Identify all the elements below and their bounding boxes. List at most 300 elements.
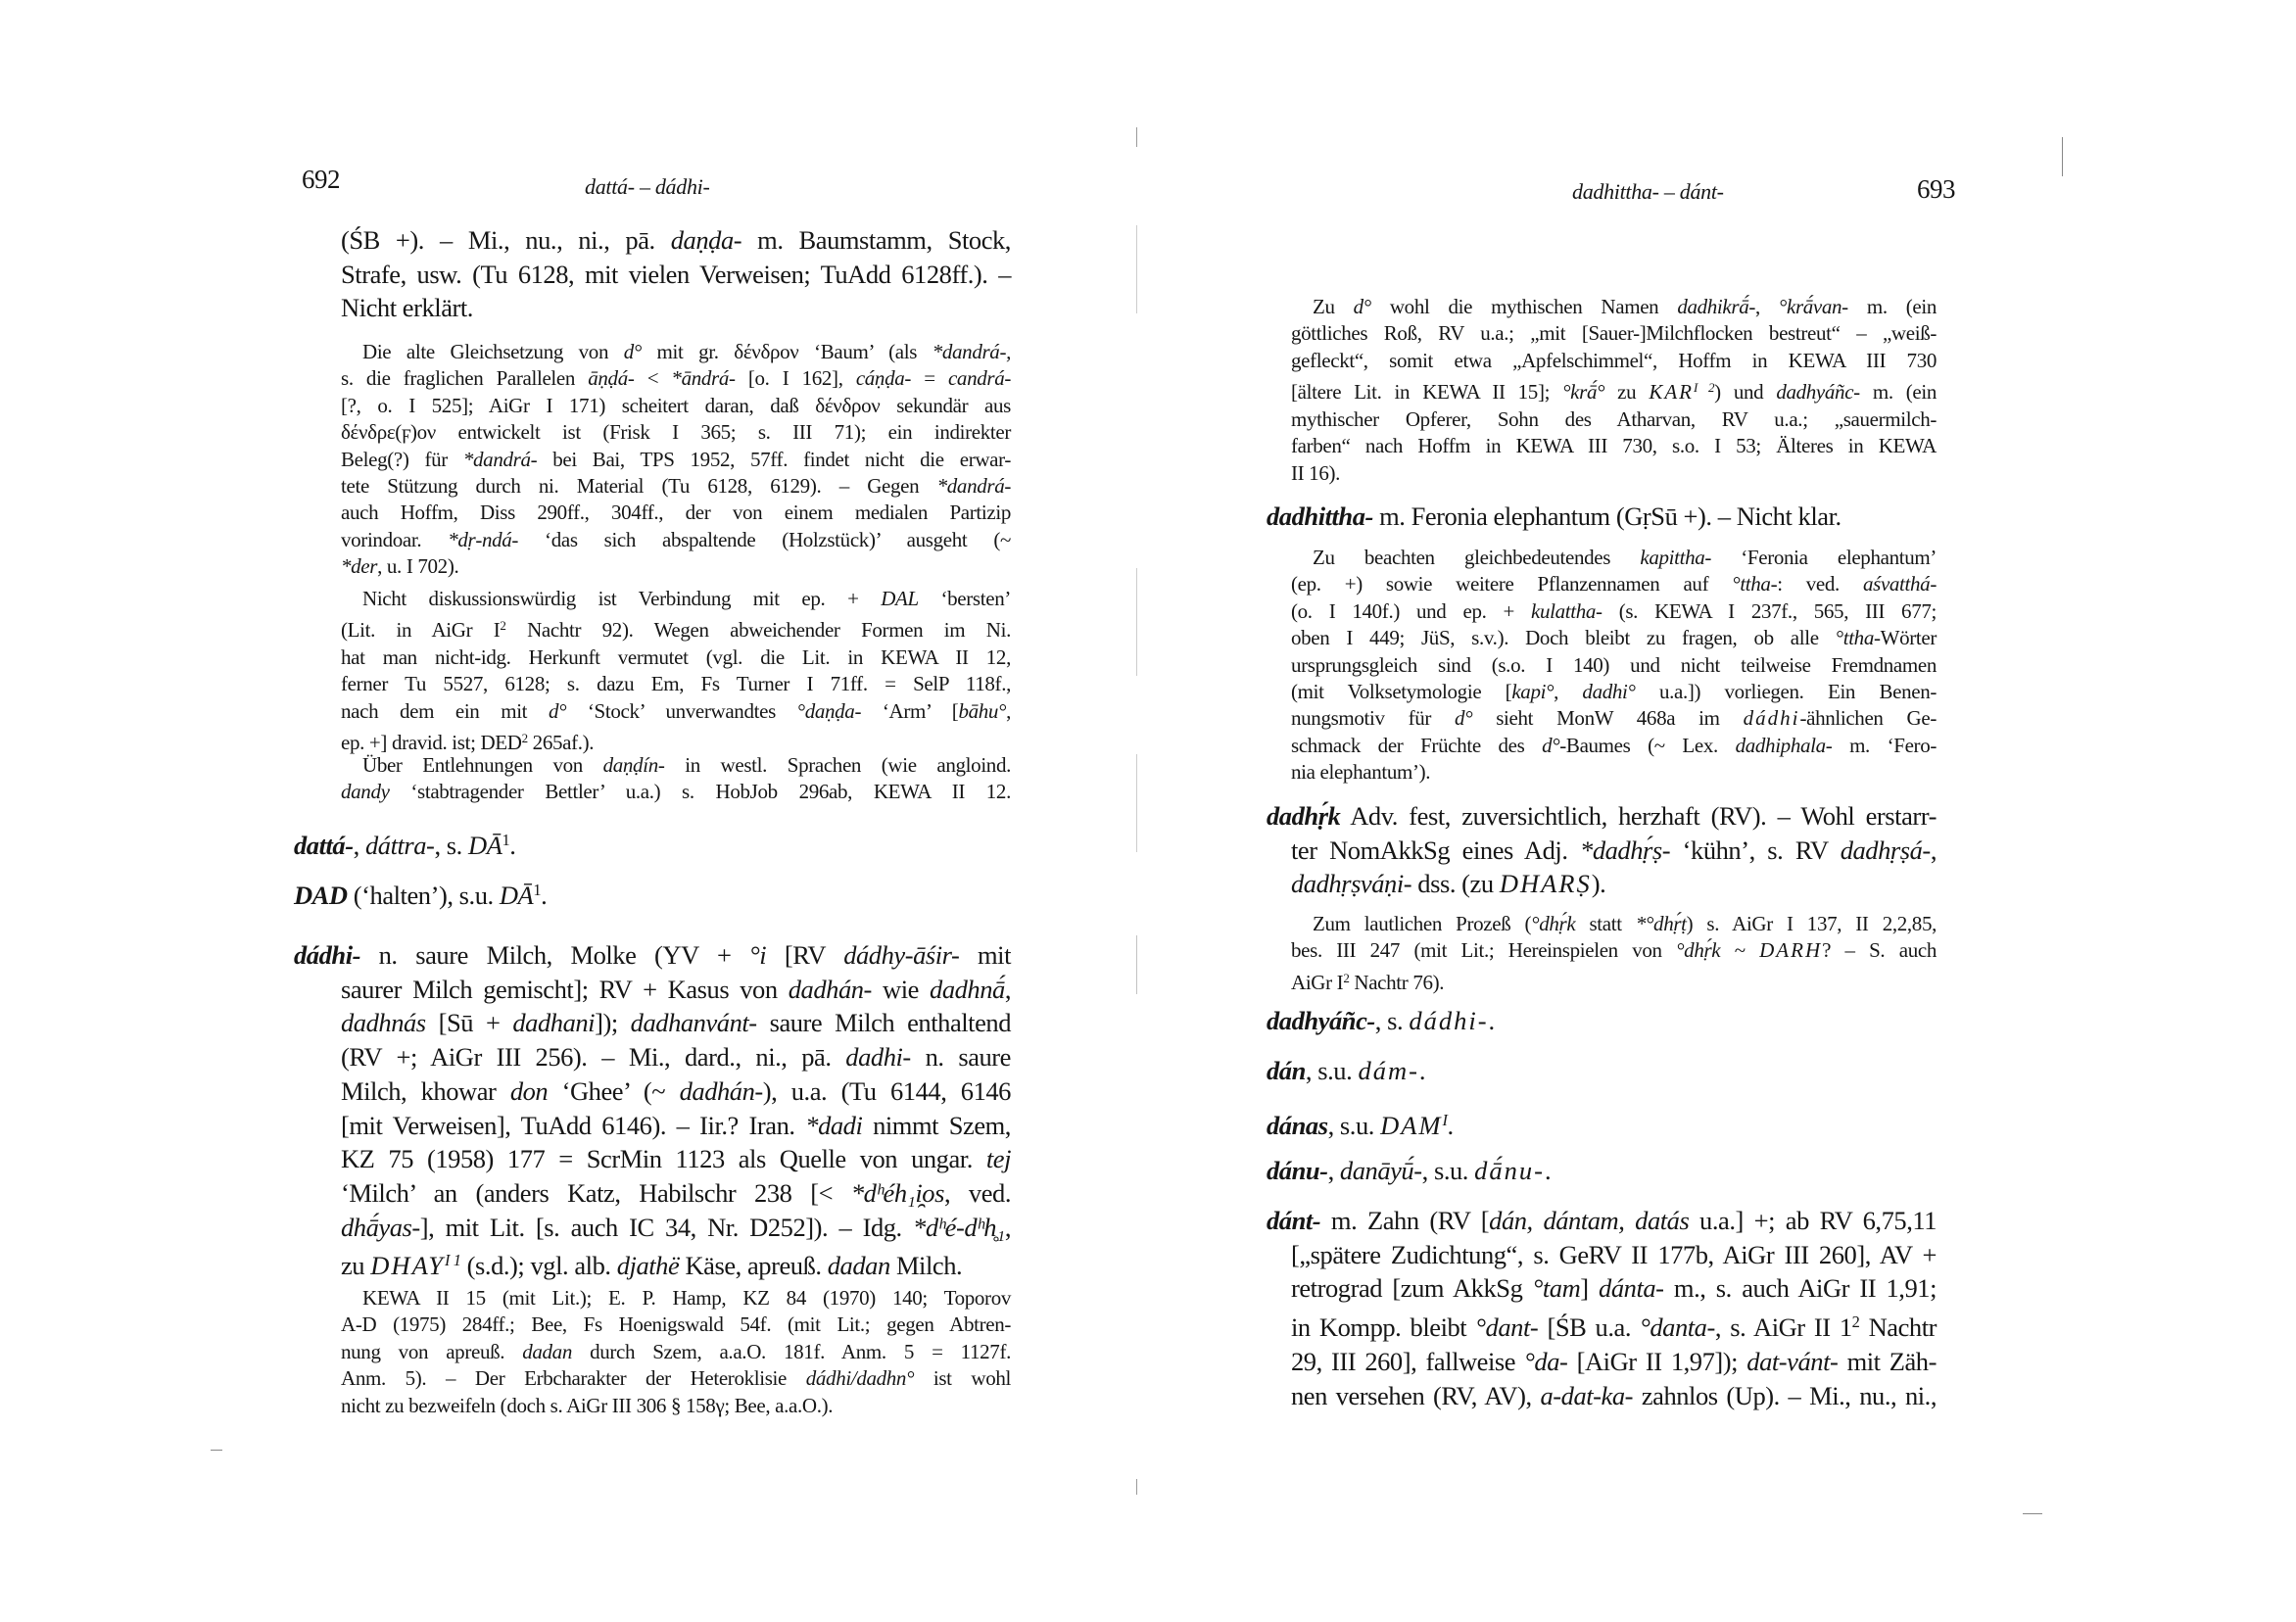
text-run: nen versehen (RV, AV), <box>1291 1380 1541 1410</box>
italic-run: 2 <box>500 618 506 634</box>
text-run: zahnlos (Up). – Mi., nu., ni., <box>1633 1380 1937 1410</box>
gutter-mark <box>1136 568 1137 676</box>
text-line <box>1291 733 1937 759</box>
italic-run: dadhanvánt- <box>630 1008 757 1038</box>
text-run: nicht zu bezweifeln (doch s. AiGr III 306 § 158γ; Bee, a.a.O.). <box>341 1393 834 1417</box>
text-run: hat man nicht-idg. Herkunft vermutet (vgl. die Lit. in KEWA II 12, <box>341 644 1011 669</box>
text-line <box>341 553 1011 580</box>
text-run: retrograd [zum AkkSg <box>1291 1273 1533 1304</box>
text-run: n. saure <box>910 1042 1011 1073</box>
headword: dánas <box>1267 1111 1328 1141</box>
text-run: , ved. <box>943 1177 1012 1208</box>
headword: dadhṛ́k <box>1267 801 1341 831</box>
running-head: dadhittha- – dánt- <box>1572 179 1724 204</box>
italic-run: *dadhṛ́ṣ- <box>1580 835 1671 865</box>
text-run: δένδρε(ϝ)ον entwickelt ist (Frisk I 365; s. III 71); ein indirekter <box>341 420 1011 445</box>
text-run: tete Stützung durch ni. Material (Tu 6128, 6129). – Gegen <box>341 474 937 499</box>
commentary-paragraph <box>341 339 1011 581</box>
text-line <box>341 258 1011 292</box>
italic-run: dhā́yas- <box>341 1212 420 1242</box>
text-run: ). <box>1591 869 1606 899</box>
text-line <box>1291 598 1937 625</box>
italic-run: KAR <box>1649 380 1694 405</box>
text-run: , s. AiGr II 1 <box>1714 1312 1852 1343</box>
text-line <box>1267 500 1937 534</box>
italic-run: tej <box>985 1144 1011 1174</box>
italic-run: °i <box>749 940 767 970</box>
dictionary-entry <box>294 874 1011 913</box>
text-run: , s. <box>434 831 469 861</box>
entry-continuation <box>341 223 1011 325</box>
text-line <box>1291 965 1937 997</box>
italic-run: I 1 <box>445 1251 461 1270</box>
italic-run: dadhiphala- <box>1735 733 1833 757</box>
text-run: Zu beachten gleichbedeutendes <box>1313 546 1641 569</box>
text-run: s. die fraglichen Parallelen <box>341 366 589 391</box>
gutter-mark <box>1136 754 1137 852</box>
text-run: ), u.a. (Tu 6144, 6146 <box>762 1075 1011 1106</box>
text-line <box>294 938 1011 973</box>
dictionary-entry <box>1267 799 1937 901</box>
text-run: , <box>1327 1156 1340 1185</box>
text-run: -Wörter <box>1873 626 1937 650</box>
text-run: [„spätere Zudichtung“, s. GeRV II 177b, AiGr III 260], AV + <box>1291 1239 1937 1269</box>
text-run: (ŚB +). – Mi., nu., ni., pā. <box>341 225 671 255</box>
text-run: auch Hoffm, Diss 290ff., 304ff., der von einem medialen Partizip <box>341 501 1011 525</box>
text-line <box>1291 1345 1937 1379</box>
text-run: durch Szem, a.a.O. 181f. Anm. 5 = 1127f. <box>572 1339 1012 1363</box>
text-run: (‘halten’), s.u. <box>347 881 500 911</box>
italic-run: dadhnā́ <box>930 974 1005 1004</box>
text-run: ‘Milch’ an (anders Katz, Habilschr 238 [< <box>341 1177 851 1208</box>
text-run: nia elephantum’). <box>1291 760 1431 785</box>
text-run: ursprungsgleich sind (s.o. I 140) und nicht teilweise Fremdnamen <box>1291 652 1937 677</box>
text-line <box>1291 294 1937 320</box>
text-run: Milch. <box>889 1251 963 1281</box>
italic-run: d° <box>1542 733 1560 757</box>
text-run: Adv. fest, zuversichtlich, herzhaft (RV). – Wohl erstarr- <box>1340 801 1937 831</box>
text-run: [o. I 162], <box>735 366 856 391</box>
italic-run: dadan <box>522 1339 572 1363</box>
text-run: A-D (1975) 284ff.; Bee, Fs Hoenigswald 54f. (mit Lit.; gegen Abtren- <box>341 1312 1011 1337</box>
text-line <box>341 1040 1011 1074</box>
commentary-paragraph <box>341 1285 1011 1419</box>
text-run: nungsmotiv für <box>1291 706 1456 731</box>
text-run: . <box>509 831 516 861</box>
text-run: Käse, apreuß. <box>679 1251 828 1281</box>
text-run: , u. I 702). <box>377 554 459 579</box>
italic-run: kapittha- <box>1640 546 1712 569</box>
text-run: < <box>634 366 672 391</box>
text-line <box>1291 1271 1937 1306</box>
commentary-paragraph <box>1291 294 1937 487</box>
scan-speck <box>211 1450 222 1451</box>
text-run: m. Zahn (RV [ <box>1320 1206 1490 1235</box>
text-run: u.a.] +; ab RV 6,75,11 <box>1689 1206 1937 1235</box>
italic-run: *dandrá- <box>462 447 538 471</box>
text-run: Nicht diskussionswürdig ist Verbindung mit ep. + <box>362 587 882 610</box>
text-run: -ähnlichen Ge- <box>1799 706 1937 731</box>
italic-run: 1 <box>533 881 542 899</box>
text-run: , s.u. <box>1327 1111 1381 1141</box>
text-run: wie <box>871 974 931 1004</box>
italic-run: °daṇḍa- <box>796 698 862 723</box>
text-run: , <box>353 831 365 861</box>
text-run: Über Entlehnungen von <box>362 753 603 777</box>
text-run: nimmt Szem, <box>862 1110 1011 1140</box>
dictionary-entry <box>1267 1054 1937 1088</box>
text-line <box>341 1339 1011 1365</box>
italic-run: DAM <box>1380 1111 1443 1141</box>
text-run: , <box>1755 295 1779 318</box>
text-line <box>341 1142 1011 1176</box>
text-line <box>1291 374 1937 406</box>
text-line <box>341 447 1011 473</box>
text-line <box>1291 937 1937 964</box>
text-line <box>341 671 1011 697</box>
text-line <box>1291 652 1937 679</box>
gutter-mark <box>1136 935 1137 994</box>
text-run: m. (ein <box>1859 380 1937 405</box>
text-run: in Kompp. bleibt <box>1291 1312 1476 1343</box>
text-run: [?, o. I 525]; AiGr I 171) scheitert daran, daß δένδρον sekundär aus <box>341 393 1011 417</box>
text-run: ter NomAkkSg eines Adj. <box>1291 835 1581 865</box>
text-run: , <box>1004 974 1012 1004</box>
text-run: : ved. <box>1777 572 1863 596</box>
text-line <box>1291 759 1937 786</box>
text-run: ‘Ghee’ (~ <box>548 1075 680 1106</box>
headword: dattá- <box>294 831 354 861</box>
text-run: bes. III 247 (mit Lit.; Hereinspielen von <box>1291 938 1677 963</box>
text-line <box>341 339 1011 365</box>
text-run: , <box>1554 680 1583 704</box>
italic-run: dádhi/dadhn° <box>805 1366 915 1391</box>
text-run: gefleckt“, somit etwa „Apfelschimmel“, Hoffm in KEWA III 730 <box>1291 348 1937 372</box>
commentary-paragraph <box>341 586 1011 757</box>
text-run: (s.d.); vgl. alb. <box>460 1251 617 1281</box>
italic-run: dadhṛṣváṇi- <box>1291 869 1412 899</box>
headword: dánt- <box>1267 1206 1321 1235</box>
italic-run: dám- <box>1358 1056 1419 1085</box>
italic-run: *āndrá- <box>671 366 736 391</box>
text-run: [mit Verweisen], TuAdd 6146). – Iir.? Iran. <box>341 1110 806 1140</box>
text-run: Beleg(?) für <box>341 447 463 471</box>
italic-run: DĀ <box>499 881 534 911</box>
text-run: [AiGr II 1,97]); <box>1567 1346 1747 1376</box>
gutter-mark <box>1136 127 1137 147</box>
italic-run: d° <box>1353 295 1371 318</box>
scan-speck <box>2023 1513 2042 1514</box>
italic-run: °danta- <box>1640 1312 1715 1343</box>
text-run: ‘kühn’, s. RV <box>1670 835 1841 865</box>
text-run: m., s. auch AiGr II 1,91; <box>1663 1273 1937 1304</box>
italic-run: °ttha <box>1835 626 1874 650</box>
text-run: KEWA II 15 (mit Lit.); E. P. Hamp, KZ 84 (1970) 140; Toporov <box>362 1286 1011 1310</box>
text-run: ‘Stock’ unverwandtes <box>566 698 797 723</box>
text-run: ~ <box>1720 938 1760 963</box>
text-line <box>1291 433 1937 459</box>
italic-run: dandy <box>341 780 390 804</box>
text-run: oben I 449; JüS, s.v.). Doch bleibt zu fragen, ob alle <box>1291 626 1836 650</box>
text-run: = <box>911 366 948 391</box>
italic-run: d° <box>548 698 567 723</box>
text-line <box>341 1211 1011 1245</box>
italic-run: °dant- <box>1475 1312 1539 1343</box>
text-run: saure Milch enthaltend <box>756 1008 1011 1038</box>
text-run: m. Baumstamm, Stock, <box>741 225 1011 255</box>
text-run: Strafe, usw. (Tu 6128, mit vielen Verweisen; TuAdd 6128ff.). – <box>341 259 1011 289</box>
text-run: bei Bai, TPS 1952, 57ff. findet nicht die erwar- <box>537 447 1011 471</box>
text-run: ferner Tu 5527, 6128; s. dazu Em, Fs Turner I 71ff. = SelP 118f., <box>341 672 1011 696</box>
text-run: ‘bersten’ <box>918 587 1011 610</box>
text-run: ist wohl <box>914 1366 1012 1391</box>
italic-run: I <box>1442 1111 1448 1129</box>
italic-run: dádhi <box>1743 706 1800 731</box>
text-line <box>1291 1238 1937 1272</box>
text-run: nach dem ein mit <box>341 698 549 723</box>
italic-run: don <box>509 1075 549 1106</box>
text-run: saurer Milch gemischt]; RV + Kasus von <box>341 974 789 1004</box>
text-run: ]); <box>595 1008 631 1038</box>
text-run: . <box>1418 1056 1426 1085</box>
text-run: nung von apreuß. <box>341 1339 523 1363</box>
text-run: Milch, khowar <box>341 1075 510 1106</box>
scan-speck <box>2062 137 2063 176</box>
text-line <box>341 1312 1011 1338</box>
text-line <box>1267 799 1937 834</box>
italic-run: °dhṛ́k <box>1531 912 1576 935</box>
italic-run: I 2 <box>1694 380 1715 396</box>
text-run: ‘Feronia elephantum’ <box>1711 546 1937 569</box>
headword: DAD <box>294 881 348 911</box>
text-run: Nicht erklärt. <box>341 293 473 323</box>
page-number: 693 <box>1917 174 1955 204</box>
italic-run: daṇḍín- <box>602 753 665 777</box>
headword: dánu- <box>1267 1156 1328 1185</box>
italic-run: *dʰé-dʰh̥₁ <box>913 1212 1005 1242</box>
text-line <box>294 874 1011 913</box>
italic-run: DAL <box>881 587 919 610</box>
text-run: m. Feronia elephantum (GṛSū +). – Nicht klar. <box>1372 501 1842 531</box>
text-run: (ep. +) sowie weitere Pflanzennamen auf <box>1291 572 1733 596</box>
text-run: ? – S. auch <box>1822 938 1937 963</box>
italic-run: kapi° <box>1511 680 1555 704</box>
headword: dádhi- <box>294 940 360 970</box>
italic-run: bāhu° <box>958 698 1007 723</box>
text-run: (Lit. in AiGr I <box>341 618 501 643</box>
italic-run: dadhi° <box>1582 680 1636 704</box>
text-run: ) und <box>1714 380 1777 405</box>
text-line <box>1267 1104 1937 1143</box>
text-run: , <box>1930 835 1937 865</box>
text-run: ], mit Lit. [s. auch IC 34, Nr. D252]). – Idg. <box>419 1212 914 1242</box>
text-line <box>341 973 1011 1007</box>
italic-run: d° <box>1455 706 1473 731</box>
text-run: KZ 75 (1958) 177 = ScrMin 1123 als Quelle von ungar. <box>341 1144 986 1174</box>
dictionary-entry <box>294 824 1011 863</box>
italic-run: *dʰéh₁i̯os <box>850 1177 944 1208</box>
italic-run: DHAY <box>370 1251 446 1281</box>
text-run: . <box>1447 1111 1454 1141</box>
text-run: m. ‘Fero- <box>1832 733 1937 757</box>
italic-run: daṇḍa- <box>670 225 742 255</box>
text-run: Zum lautlichen Prozeß ( <box>1313 912 1532 935</box>
italic-run: dádhy-āśir- <box>843 940 960 970</box>
italic-run: *dadi <box>805 1110 863 1140</box>
text-run: [ŚB u.a. <box>1538 1312 1641 1343</box>
dictionary-entry <box>1267 1154 1937 1188</box>
text-line <box>1291 867 1937 901</box>
text-run: farben“ nach Hoffm in KEWA III 730, s.o. I 53; Älteres in KEWA <box>1291 434 1937 458</box>
italic-run: dáttra- <box>364 831 435 861</box>
headword: dán <box>1267 1056 1306 1085</box>
text-line <box>341 291 1011 325</box>
italic-run: dat-vánt- <box>1746 1346 1839 1376</box>
italic-run: dadhṛṣá- <box>1840 835 1931 865</box>
text-run: Nachtr <box>1859 1312 1937 1343</box>
text-line <box>341 1285 1011 1312</box>
text-run: , s. <box>1374 1006 1410 1035</box>
italic-run: 2 <box>1851 1312 1860 1332</box>
text-run: in westl. Sprachen (wie angloind. <box>664 753 1012 777</box>
commentary-paragraph <box>1291 545 1937 787</box>
text-line <box>1291 545 1937 571</box>
italic-run: 1 <box>502 831 510 849</box>
text-line <box>1291 406 1937 433</box>
italic-run: dadhyáñc- <box>1776 380 1860 405</box>
text-run: Nachtr 92). Wegen abweichender Formen im Ni. <box>505 618 1011 643</box>
text-run: [ältere Lit. in KEWA II 15]; <box>1291 380 1563 405</box>
italic-run: *°dhṛ́ṭ <box>1635 912 1687 935</box>
text-run: Zu <box>1313 295 1354 318</box>
text-run: [Sū + <box>425 1008 513 1038</box>
italic-run: d° <box>623 340 642 363</box>
text-run: AiGr I <box>1291 970 1344 994</box>
dictionary-entry <box>1267 1204 1937 1412</box>
italic-run: °krā́van- <box>1778 295 1848 318</box>
text-line <box>341 365 1011 392</box>
dictionary-entry <box>1267 1004 1937 1038</box>
text-line <box>294 824 1011 863</box>
text-run: (mit Volksetymologie [ <box>1291 680 1512 704</box>
text-line <box>1267 1004 1937 1038</box>
page-number: 692 <box>302 165 340 194</box>
text-run: vorindoar. <box>341 527 449 551</box>
italic-run: dadhán- <box>679 1075 763 1106</box>
text-run: zu <box>1604 380 1650 405</box>
italic-run: °da- <box>1524 1346 1568 1376</box>
text-run: Die alte Gleichsetzung von <box>362 340 624 363</box>
text-line <box>1291 571 1937 597</box>
text-run: , s.u. <box>1305 1056 1359 1085</box>
italic-run: DARH <box>1759 938 1823 963</box>
italic-run: dadhnás <box>341 1008 426 1038</box>
text-line <box>341 1244 1011 1283</box>
italic-run: 2 <box>1343 970 1350 985</box>
text-line <box>1291 1306 1937 1345</box>
gutter-mark <box>1136 1479 1137 1495</box>
text-run: n. saure Milch, Molke (YV + <box>359 940 750 970</box>
text-line <box>341 1074 1011 1109</box>
text-run: ) s. AiGr I 137, II 2,2,85, <box>1686 912 1937 935</box>
text-run: mit gr. δένδρον ‘Baum’ (als <box>641 340 933 363</box>
italic-run: danāyū́- <box>1339 1156 1422 1185</box>
italic-run: DHARṢ <box>1499 869 1592 899</box>
text-run: . <box>1544 1156 1552 1185</box>
text-line <box>1291 911 1937 937</box>
text-run: dss. (zu <box>1411 869 1500 899</box>
text-line <box>341 698 1011 725</box>
text-run: wohl die mythischen Namen <box>1370 295 1678 318</box>
text-line <box>341 1393 1011 1419</box>
text-line <box>341 1109 1011 1143</box>
italic-run: dán, dántam, datás <box>1489 1206 1690 1235</box>
italic-run: dadhán- <box>788 974 872 1004</box>
italic-run: 2 <box>521 731 528 746</box>
text-run: ] <box>1580 1273 1600 1304</box>
text-line <box>1291 705 1937 732</box>
text-run: (o. I 140f.) und ep. + <box>1291 598 1532 623</box>
commentary-paragraph <box>1291 911 1937 996</box>
text-run: -Baumes (~ Lex. <box>1559 733 1736 757</box>
text-run: , <box>1006 698 1011 723</box>
italic-run: dadan <box>827 1251 890 1281</box>
text-line <box>341 393 1011 419</box>
text-line <box>1291 679 1937 705</box>
text-line <box>341 752 1011 779</box>
text-line <box>1291 1379 1937 1413</box>
text-run: mythischer Opferer, Sohn des Atharvan, RV u.a.; „sauermilch- <box>1291 406 1937 431</box>
text-line <box>341 612 1011 644</box>
text-line <box>341 500 1011 526</box>
text-run: (s. KEWA I 237f., 565, III 677; <box>1602 598 1937 623</box>
text-line <box>341 586 1011 612</box>
running-head: dattá- – dádhi- <box>585 174 710 199</box>
text-run: ‘Arm’ [ <box>861 698 959 723</box>
dictionary-entry <box>1267 1104 1937 1143</box>
text-line <box>1291 834 1937 868</box>
text-run: u.a.]) vorliegen. Ein Benen- <box>1635 680 1937 704</box>
headword: dadhyáñc- <box>1267 1006 1375 1035</box>
text-line <box>1267 1054 1937 1088</box>
text-run: zu <box>341 1251 371 1281</box>
italic-run: dádhi- <box>1409 1006 1489 1035</box>
text-line <box>341 779 1011 805</box>
italic-run: *dandrá- <box>936 474 1011 499</box>
text-run: m. (ein <box>1847 295 1937 318</box>
text-line <box>341 1176 1011 1211</box>
text-run: 265af.). <box>527 731 595 755</box>
text-line <box>341 473 1011 500</box>
text-run: mit <box>959 940 1011 970</box>
text-run: II 16). <box>1291 460 1341 485</box>
italic-run: cáṇḍa- <box>855 366 912 391</box>
text-line <box>341 527 1011 553</box>
text-run: (RV +; AiGr III 256). – Mi., dard., ni., pā. <box>341 1042 846 1073</box>
italic-run: °dhṛ́k <box>1676 938 1721 963</box>
italic-run: *dṛ-ndá- <box>448 527 519 551</box>
text-run: Nachtr 76). <box>1349 970 1445 994</box>
headword: dadhittha- <box>1267 501 1373 531</box>
text-run: , <box>1004 1212 1011 1242</box>
text-line <box>341 1365 1011 1392</box>
dictionary-entry <box>1267 500 1937 534</box>
right-page <box>1148 0 2296 1622</box>
text-line <box>341 1006 1011 1040</box>
italic-run: kulattha- <box>1531 598 1602 623</box>
italic-run: °krā́° <box>1562 380 1605 405</box>
italic-run: dā́nu- <box>1474 1156 1545 1185</box>
